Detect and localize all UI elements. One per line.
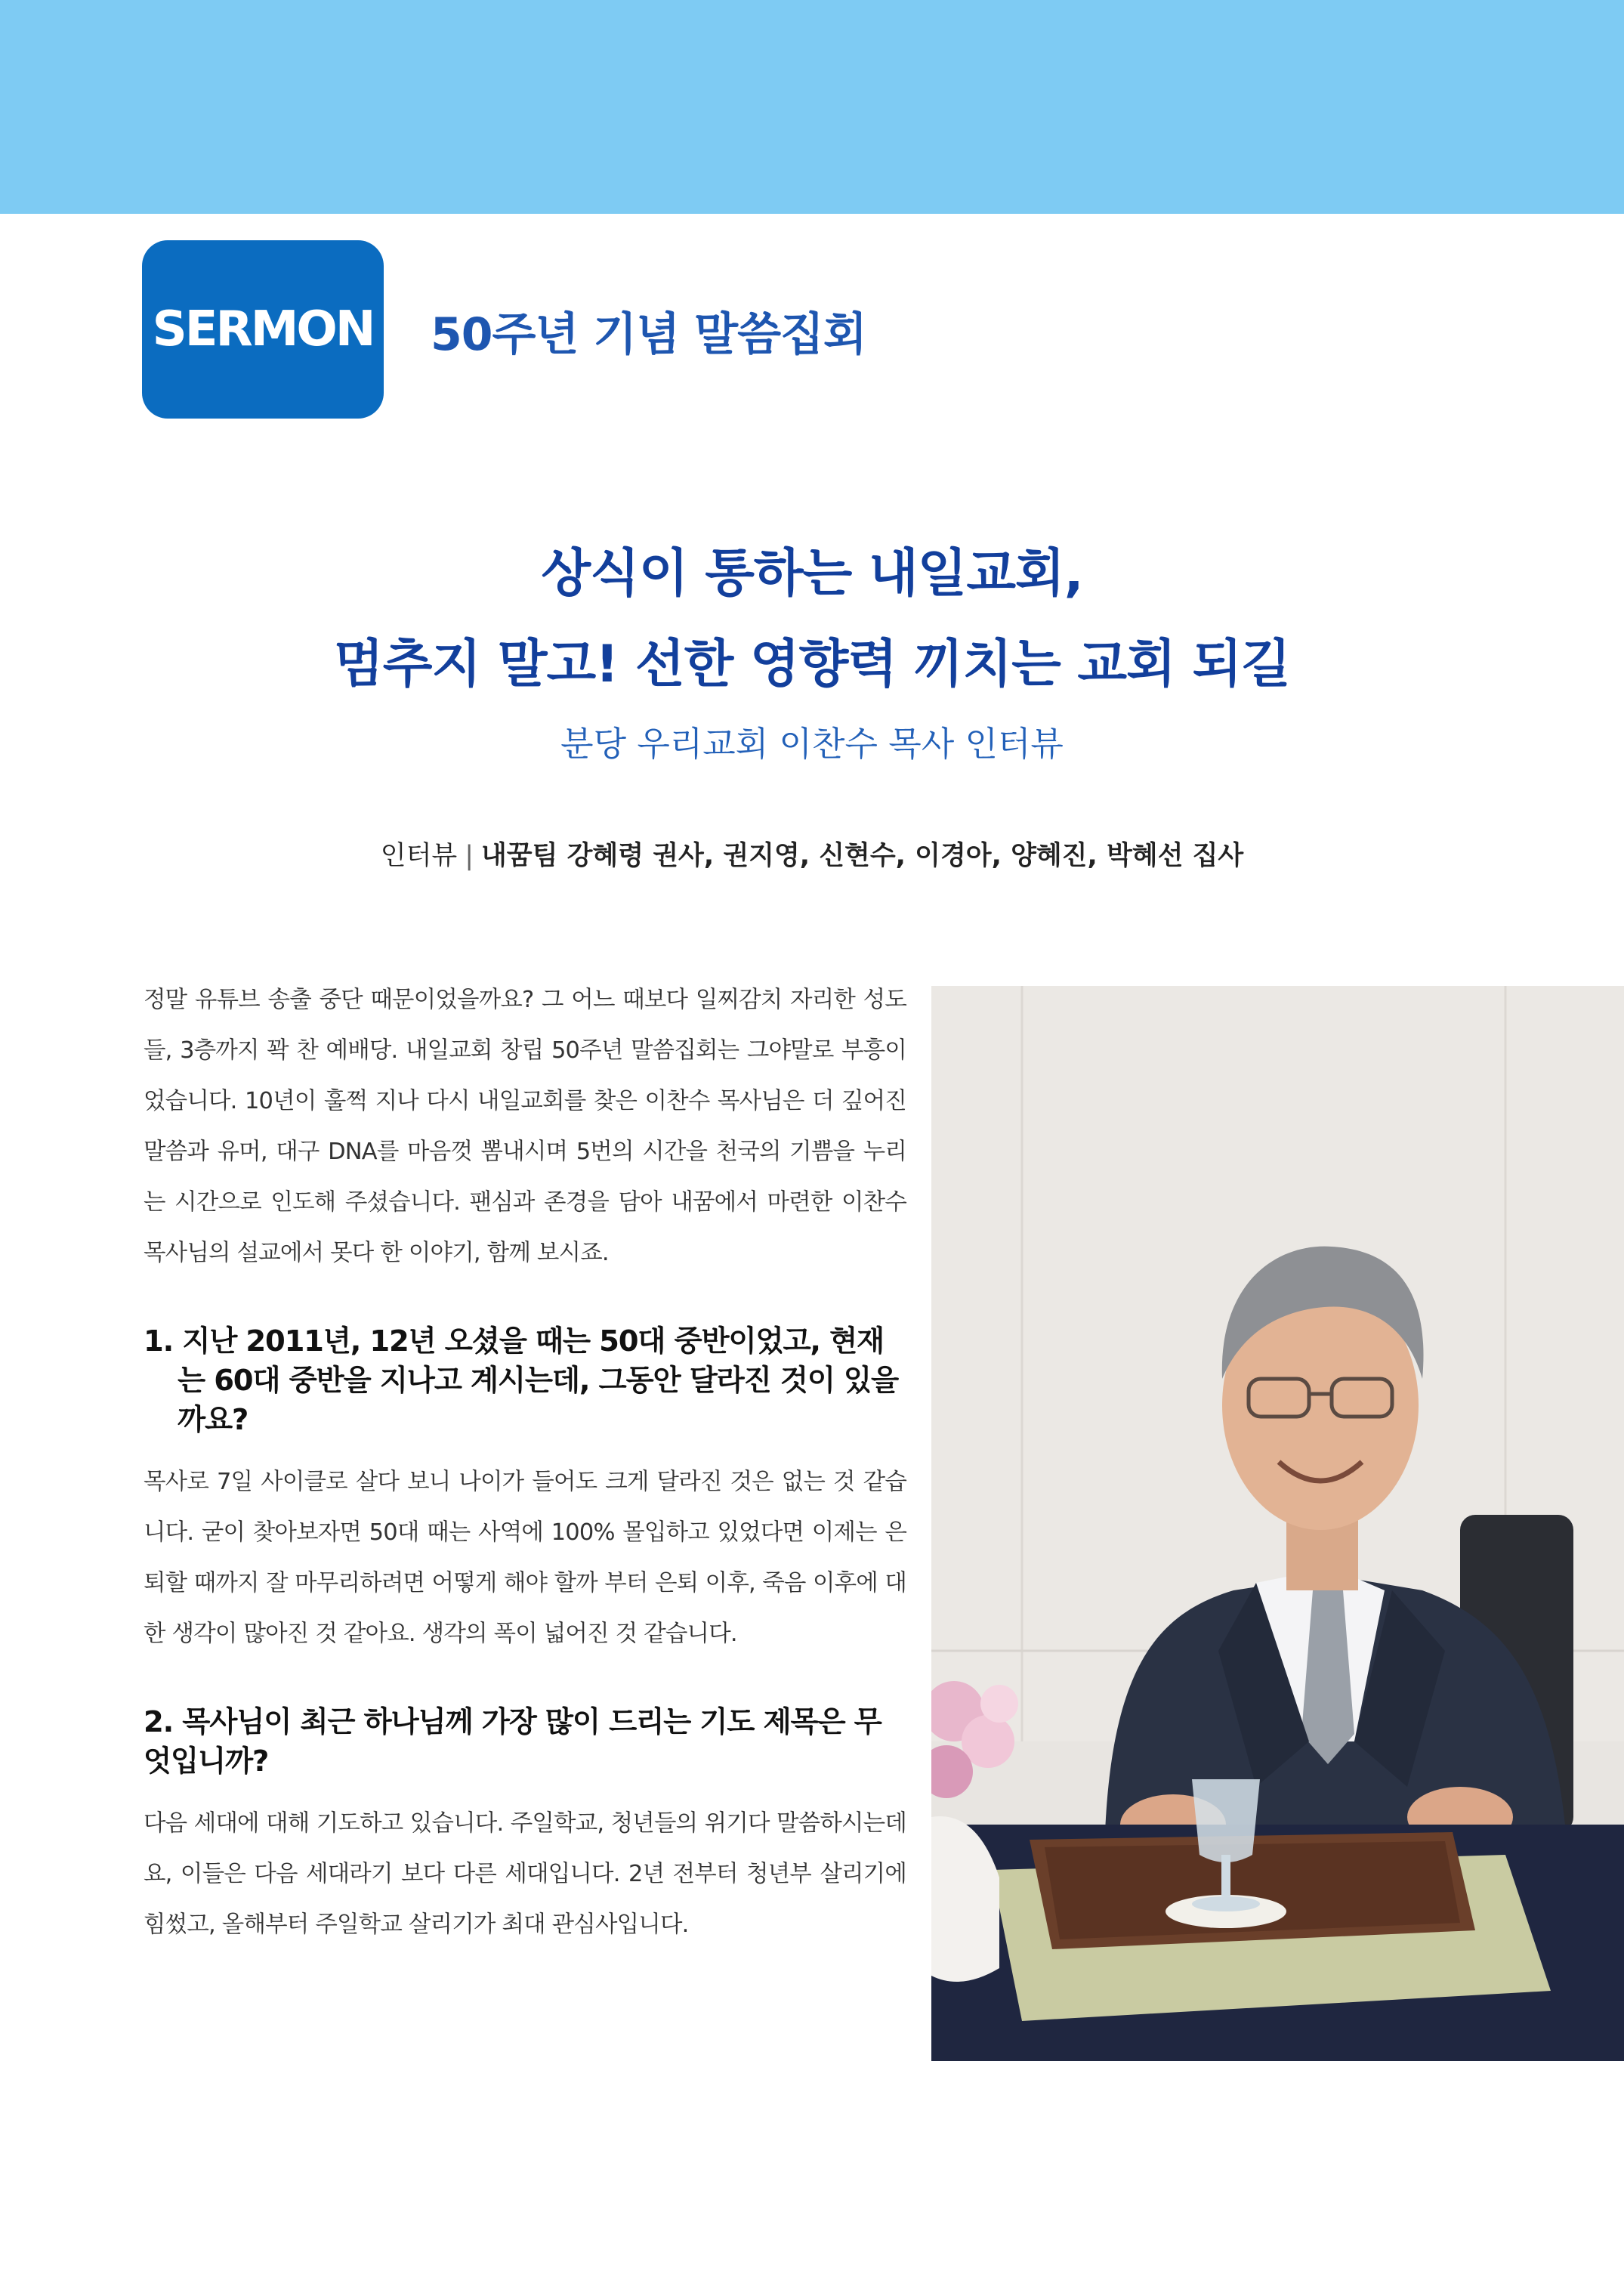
- question-2: 2. 목사님이 최근 하나님께 가장 많이 드리는 기도 제목은 무엇입니까?: [144, 1705, 881, 1778]
- intro-paragraph: 정말 유튜브 송출 중단 때문이었을까요? 그 어느 때보다 일찌감치 자리한 성도들, 3층까지 꽉 찬 예배당. 내일교회 창립 50주년 말씀집회는 그야말로 부흥이었습니다. 10년이 훌쩍 지나 다시 내일교회를 찾은 이찬수 목사님은 더 깊어진 말씀과 유머, 대구 DNA를 마음껏 뽐내시며 5번의 시간을 천국의 기쁨을 누리는 시간으로 인도해 주셨습니다. 팬심과 존경을 담아 내꿈에서 마련한 이찬수 목사님의 설교에서 못다 한 이야기, 함께 보시죠.: [144, 987, 906, 1266]
- article-body: [144, 975, 906, 1950]
- article-headline: [0, 529, 1624, 710]
- credits-label: 인터뷰: [380, 841, 458, 871]
- section-title: 50주년 기념 말씀집회: [431, 308, 866, 361]
- pastor-interview-photo: [931, 986, 1624, 2061]
- article-subtitle: 분당 우리교회 이찬수 목사 인터뷰: [560, 724, 1064, 764]
- headline-line-2: 멈추지 말고! 선한 영향력 끼치는 교회 되길: [334, 635, 1290, 694]
- headline-line-1: 상식이 통하는 내일교회,: [541, 544, 1083, 604]
- credits-names: 내꿈팀 강혜령 권사, 권지영, 신현수, 이경아, 양혜진, 박혜선 집사: [481, 841, 1244, 871]
- question-1: 1. 지난 2011년, 12년 오셨을 때는 50대 중반이었고, 현재는 60대 중반을 지나고 계시는데, 그동안 달라진 것이 있을까요?: [144, 1324, 899, 1437]
- credits-separator: |: [465, 841, 474, 871]
- answer-2: 다음 세대에 대해 기도하고 있습니다. 주일학교, 청년들의 위기다 말씀하시는데요, 이들은 다음 세대라기 보다 다른 세대입니다. 2년 전부터 청년부 살리기에 힘썼고, 올해부터 주일학교 살리기가 최대 관심사입니다.: [144, 1810, 906, 1938]
- answer-1: 목사로 7일 사이클로 살다 보니 나이가 들어도 크게 달라진 것은 없는 것 같습니다. 굳이 찾아보자면 50대 때는 사역에 100% 몰입하고 있었다면 이제는 은퇴할 때까지 잘 마무리하려면 어떻게 해야 할까 부터 은퇴 이후, 죽음 이후에 대한 생각이 많아진 것 같아요. 생각의 폭이 넓어진 것 같습니다.: [144, 1469, 906, 1647]
- interview-credits: [0, 835, 1624, 873]
- top-color-band: [0, 0, 1624, 214]
- sermon-badge: [142, 240, 384, 419]
- sermon-badge-label: SERMON: [152, 301, 374, 357]
